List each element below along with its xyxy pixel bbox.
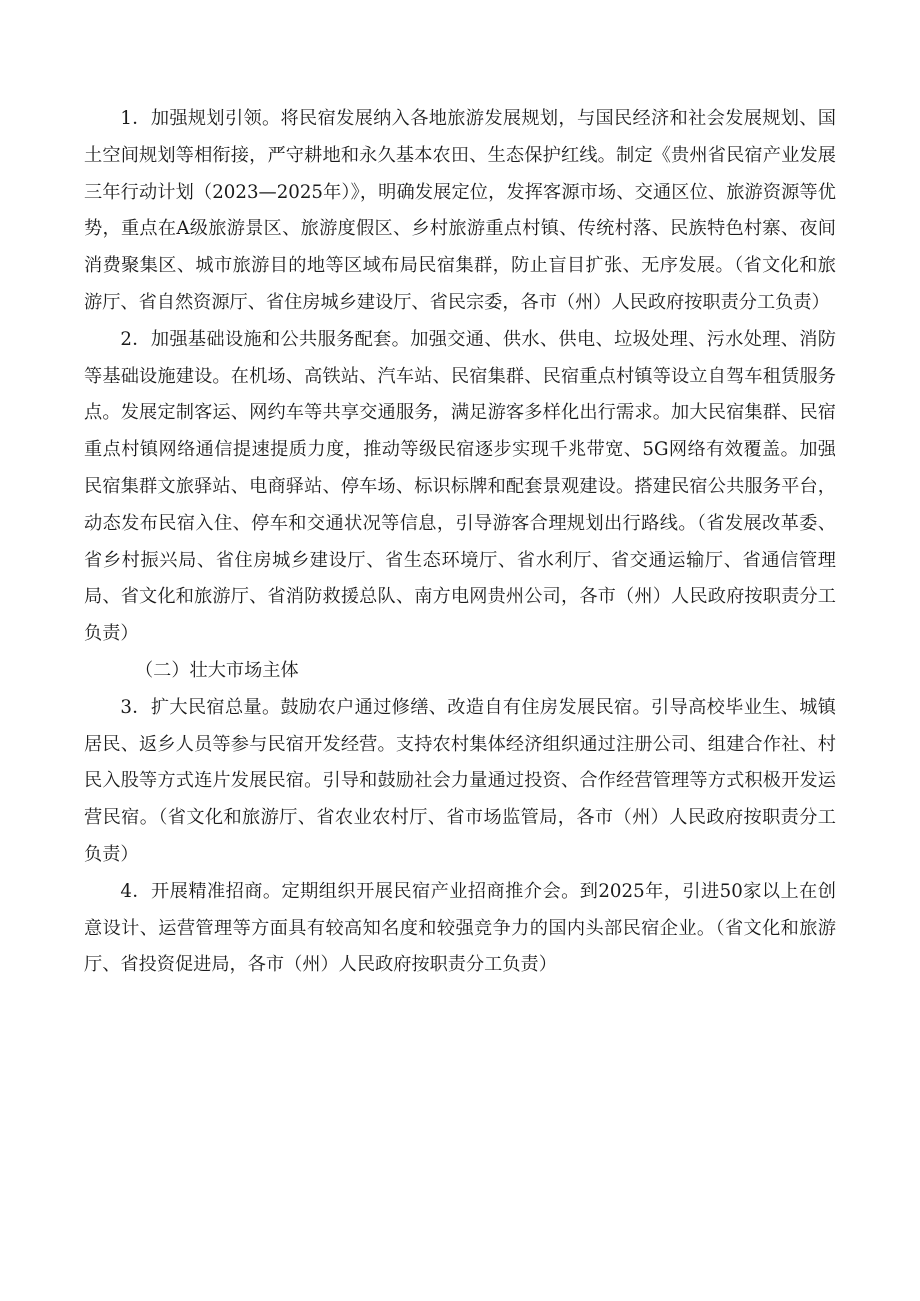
document-body — [84, 101, 836, 984]
paragraph-planning-guidance: 1．加强规划引领。将民宿发展纳入各地旅游发展规划，与国民经济和社会发展规划、国土空间规划等相衔接，严守耕地和永久基本农田、生态保护红线。制定《贵州省民宿产业发展三年行动计划（2023—2025年）》，明确发展定位，发挥客源市场、交通区位、旅游资源等优势，重点在A级旅游景区、旅游度假区、乡村旅游重点村镇、传统村落、民族特色村寨、夜间消费聚集区、城市旅游目的地等区域布局民宿集群，防止盲目扩张、无序发展。（省文化和旅游厅、省自然资源厅、省住房城乡建设厅、省民宗委，各市（州）人民政府按职责分工负责） — [84, 108, 836, 313]
paragraph-infrastructure: 2．加强基础设施和公共服务配套。加强交通、供水、供电、垃圾处理、污水处理、消防等基础设施建设。在机场、高铁站、汽车站、民宿集群、民宿重点村镇等设立自驾车租赁服务点。发展定制客运、网约车等共享交通服务，满足游客多样化出行需求。加大民宿集群、民宿重点村镇网络通信提速提质力度，推动等级民宿逐步实现千兆带宽、5G网络有效覆盖。加强民宿集群文旅驿站、电商驿站、停车场、标识标牌和配套景观建设。搭建民宿公共服务平台，动态发布民宿入住、停车和交通状况等信息，引导游客合理规划出行路线。（省发展改革委、省乡村振兴局、省住房城乡建设厅、省生态环境厅、省水利厅、省交通运输厅、省通信管理局、省文化和旅游厅、省消防救援总队、南方电网贵州公司，各市（州）人民政府按职责分工负责） — [84, 328, 836, 645]
paragraph-investment-promotion: 4．开展精准招商。定期组织开展民宿产业招商推介会。到2025年，引进50家以上在创意设计、运营管理等方面具有较高知名度和较强竞争力的国内头部民宿企业。（省文化和旅游厅、省投资促进局，各市（州）人民政府按职责分工负责） — [84, 880, 836, 976]
paragraph-expand-homestays: 3．扩大民宿总量。鼓励农户通过修缮、改造自有住房发展民宿。引导高校毕业生、城镇居民、返乡人员等参与民宿开发经营。支持农村集体经济组织通过注册公司、组建合作社、村民入股等方式连片发展民宿。引导和鼓励社会力量通过投资、合作经营管理等方式积极开发运营民宿。（省文化和旅游厅、省农业农村厅、省市场监管局，各市（州）人民政府按职责分工负责） — [84, 696, 836, 865]
section-heading-market-entities: （二）壮大市场主体 — [134, 659, 299, 681]
